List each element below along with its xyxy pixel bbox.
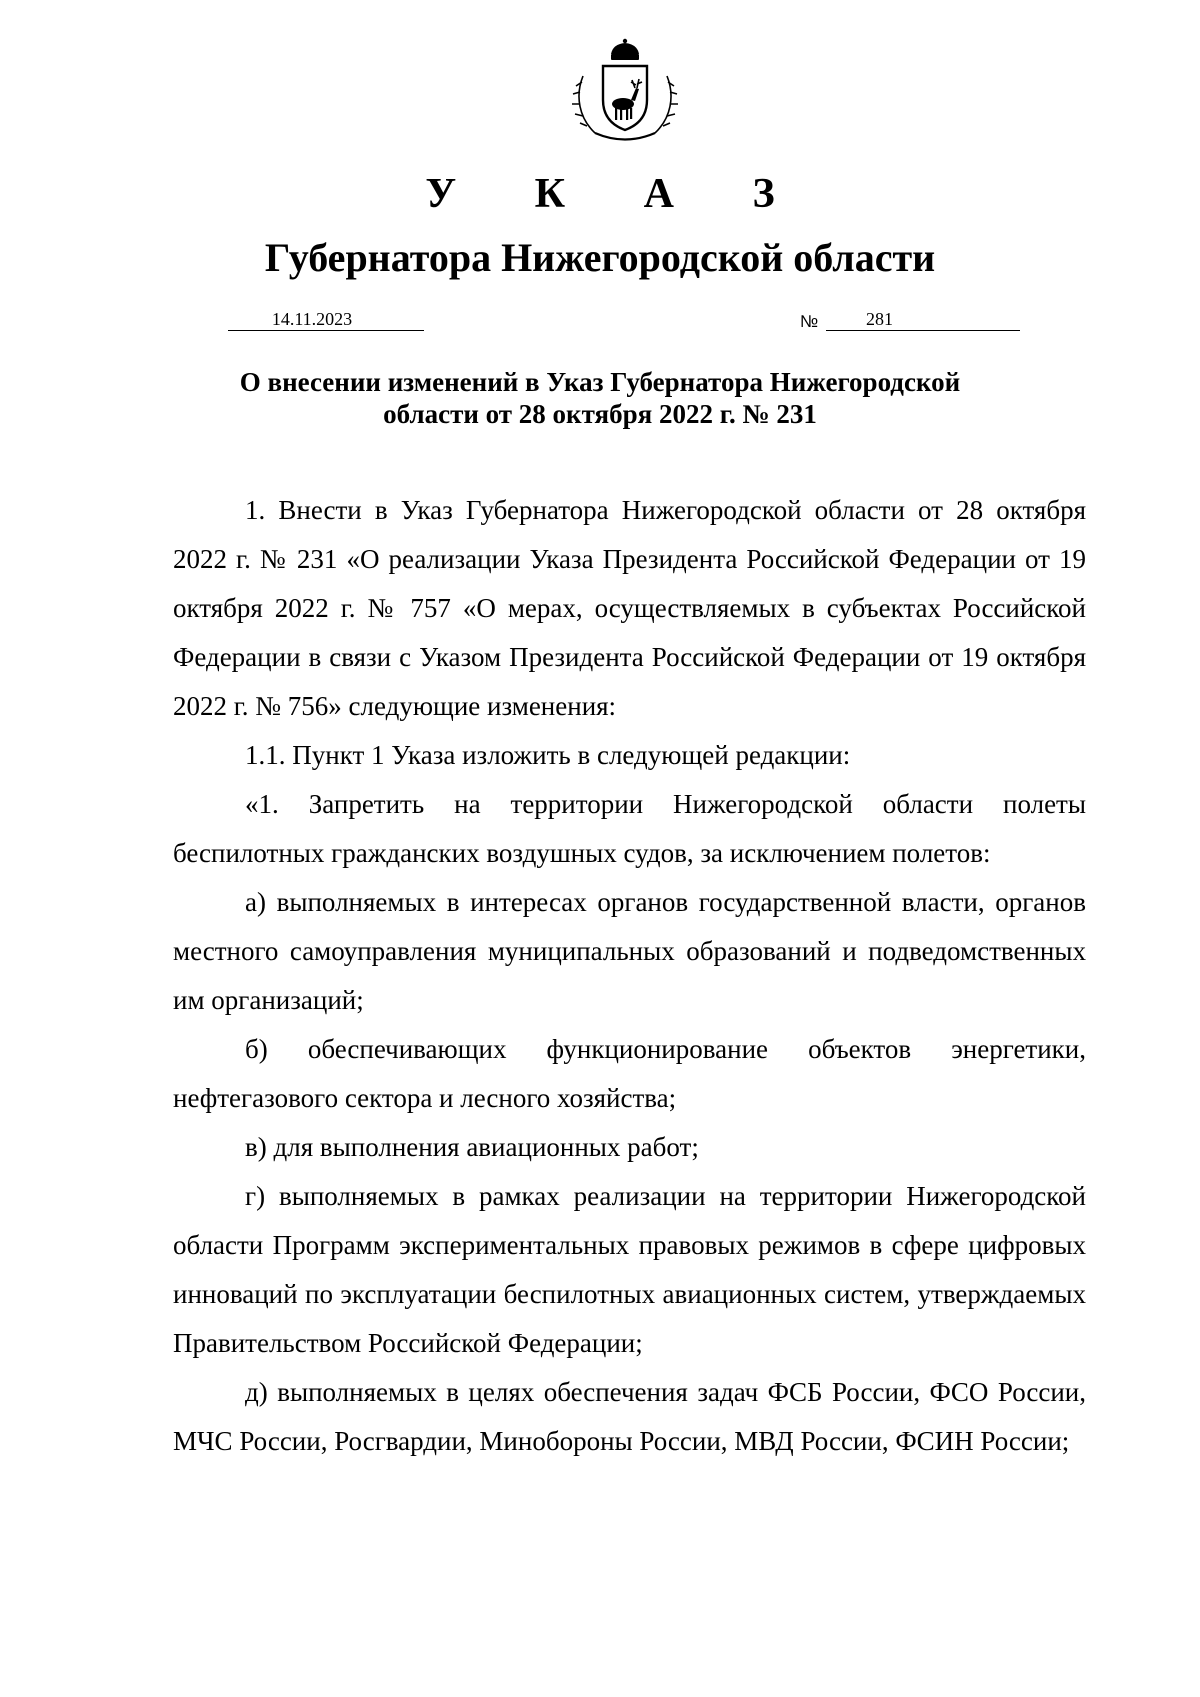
document-type-title: У К А З: [425, 171, 809, 217]
issuer-title: Губернатора Нижегородской области: [264, 235, 936, 280]
subject-line: О внесении изменений в Указ Губернатора Нижегородской: [239, 367, 961, 397]
document-date: 14.11.2023: [228, 308, 424, 331]
paragraph-subitem-v: в) для выполнения авиационных работ;: [245, 1132, 699, 1162]
document-subject: [0, 366, 1200, 430]
paragraph-new-point-1: «1. Запретить на территории Нижегородской области полеты беспилотных гражданских воздушных судов, за исключением полетов:: [173, 789, 1086, 868]
document-number: 281: [826, 308, 1020, 331]
paragraph-item-1: 1. Внести в Указ Губернатора Нижегородской области от 28 октября 2022 г. № 231 «О реализации Указа Президента Российской Федерации от 19 октября 2022 г. № 757 «О мерах, осуществляемых в субъектах Российской Федерации в связи с Указом Президента Российской Федерации от 19 октября 2022 г. № 756» следующие изменения:: [173, 495, 1086, 721]
paragraph-subitem-a: а) выполняемых в интересах органов государственной власти, органов местного самоуправления муниципальных образований и подведомственных им организаций;: [173, 887, 1086, 1015]
paragraph-subitem-b: б) обеспечивающих функционирование объектов энергетики, нефтегазового сектора и лесного хозяйства;: [173, 1034, 1086, 1113]
paragraph-item-1-1: 1.1. Пункт 1 Указа изложить в следующей редакции:: [245, 740, 851, 770]
paragraph-subitem-d: д) выполняемых в целях обеспечения задач ФСБ России, ФСО России, МЧС России, Росгвардии, Минобороны России, МВД России, ФСИН России;: [173, 1377, 1086, 1456]
number-label: №: [800, 312, 819, 331]
coat-of-arms-icon: [565, 38, 685, 148]
subject-line: области от 28 октября 2022 г. № 231: [383, 399, 817, 429]
document-body: [173, 486, 1086, 1466]
paragraph-subitem-g: г) выполняемых в рамках реализации на территории Нижегородской области Программ экспериментальных правовых режимов в сфере цифровых инноваций по эксплуатации беспилотных авиационных систем, утверждаемых Правительством Российской Федерации;: [173, 1181, 1086, 1358]
